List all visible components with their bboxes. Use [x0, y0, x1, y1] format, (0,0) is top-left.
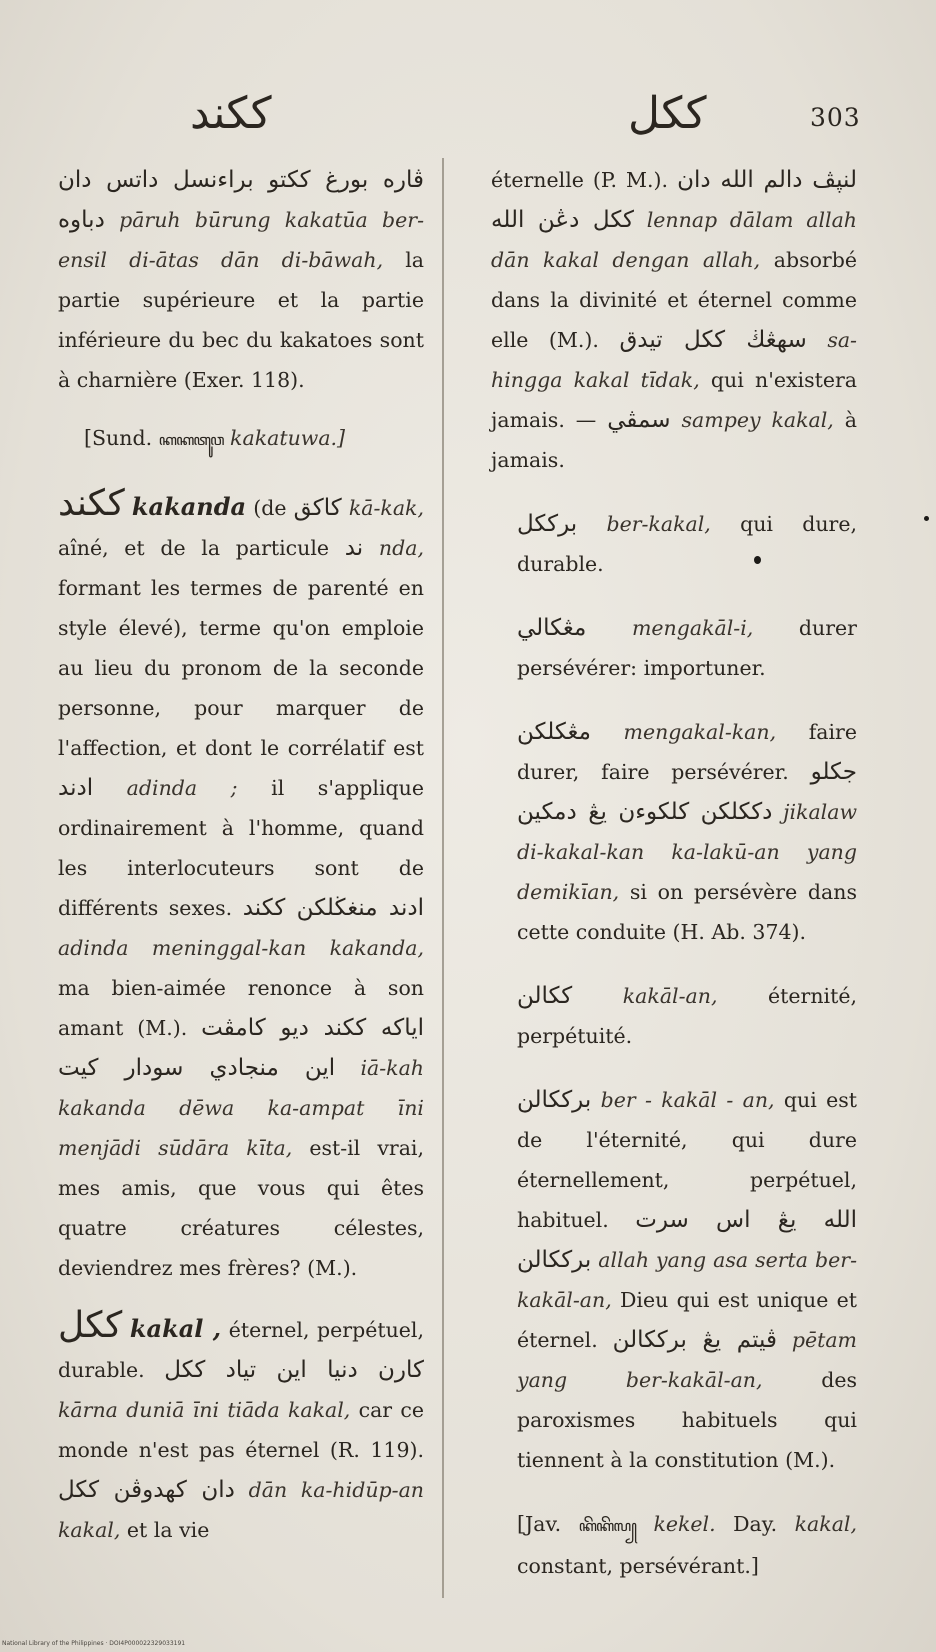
note-prefix: Day.: [733, 1512, 778, 1536]
definition: à jamais.: [491, 408, 857, 472]
example-translation: est-il vrai, mes amis, que vous qui êtes quatre créatures célestes, deviendrez mes frères? (M.).: [58, 1136, 424, 1280]
javanese-note: [491, 1504, 857, 1586]
entry-body: (de: [253, 496, 287, 520]
header-left-headword: ككند: [190, 88, 272, 139]
example-arabic: جكلو دككلكن كلكوءن يڠ دمكين: [517, 759, 857, 825]
definition: qui dure, durable.: [517, 512, 857, 576]
transliteration: nda,: [378, 536, 424, 560]
definition: durer persévérer: importuner.: [517, 616, 857, 680]
note-word: kakatuwa.]: [230, 426, 346, 450]
subentry-berkakal: [491, 504, 857, 584]
note-word: kekel.: [653, 1512, 716, 1536]
page-number: 303: [810, 103, 861, 132]
transliteration: mengakal-kan,: [623, 720, 777, 744]
continuation-entry: [58, 160, 424, 400]
transliteration: mengakāl-i,: [631, 616, 754, 640]
transliteration: ber-kakal,: [606, 512, 711, 536]
arabic-text: ككالن: [517, 983, 573, 1009]
entry-arabic-head: ككل: [58, 1305, 123, 1346]
example-arabic: ڤيتم يڠ برككالن: [612, 1327, 777, 1353]
arabic-text: برككالن: [517, 1087, 592, 1113]
transliteration: sampey kakal,: [681, 408, 834, 432]
transliteration: kakāl-an,: [622, 984, 718, 1008]
example-arabic: ادند منغڬلكن ككند: [242, 895, 424, 921]
example-transliteration: iā-kah kakanda dēwa ka-ampat īni menjādi sūdāra kīta,: [58, 1056, 424, 1160]
example-translation: et la vie: [126, 1518, 210, 1542]
entry-kakanda: [58, 484, 424, 1288]
arabic-text: ادند: [58, 775, 94, 801]
continuation-entry: [491, 160, 857, 480]
entry-kakal: [58, 1306, 424, 1550]
example-transliteration: allah yang asa serta ber-kakāl-an,: [517, 1248, 857, 1312]
note-prefix: [Sund.: [84, 426, 153, 450]
example-transliteration: kārna duniā īni tiāda kakal,: [58, 1398, 351, 1422]
arabic-text: لنڽڤ دالم الله دان ككل دڠن الله: [491, 167, 857, 233]
subentry-kakalan: [491, 976, 857, 1056]
definition: faire durer, faire persévérer.: [517, 720, 857, 784]
script-word: ꦏꦏꦠꦸꦮ: [158, 431, 224, 449]
transliteration: lennap dālam allah dān kakal dengan allah,: [491, 208, 857, 272]
example-transliteration: pētam yang ber-kakāl-an,: [517, 1328, 857, 1392]
note-prefix: [Jav.: [517, 1512, 562, 1536]
arabic-text: مڠكالي: [517, 615, 587, 641]
arabic-text: مڠكلكن: [517, 719, 591, 745]
example-translation: ma bien-aimée renonce à son amant (M.).: [58, 976, 424, 1040]
example-transliteration: dān ka-hidūp-an kakal,: [58, 1478, 424, 1542]
scan-footer: National Library of the Philippines · DOI4P000022329033191: [2, 1640, 186, 1647]
definition: la partie supérieure et la partie inférieure du bec du kakatoes sont à charnière (Exer. 118).: [58, 248, 424, 392]
column-divider: [442, 158, 444, 1598]
subentry-berkakalan: [491, 1080, 857, 1480]
definition: qui est de l'éternité, qui dure éternellement, perpétuel, habituel.: [517, 1088, 857, 1232]
definition: constant, persévérant.]: [517, 1554, 759, 1578]
example-translation: si on persévère dans cette conduite (H. Ab. 374).: [517, 880, 857, 944]
ink-spot: [924, 516, 929, 521]
definition: éternelle (P. M.).: [491, 168, 669, 192]
entry-body: aîné, et de la particule: [58, 536, 330, 560]
left-column: [58, 160, 424, 1568]
arabic-text: ند: [344, 535, 364, 561]
example-arabic: اياكه ككند ديو كامڤت اين منجادي سودار كيت: [58, 1015, 424, 1081]
entry-headword: kakal ,: [129, 1314, 222, 1343]
entry-arabic-head: ككند: [58, 483, 125, 524]
arabic-text: ڤاره بورغ ككتو براءنسل داتس دان دباوه: [58, 167, 424, 233]
transliteration: kā-kak,: [348, 496, 424, 520]
example-translation: Dieu qui est unique et éternel.: [517, 1288, 857, 1352]
header-right-headword: ككل: [628, 88, 707, 139]
example-transliteration: adinda meninggal-kan kakanda,: [58, 936, 424, 960]
note-word: kakal,: [794, 1512, 857, 1536]
example-arabic: دان كهدوڤن ككل: [58, 1477, 235, 1503]
arabic-text: برككل: [517, 511, 578, 537]
entry-body: il s'applique ordinairement à l'homme, quand les interlocuteurs sont de différents sexes.: [58, 776, 424, 920]
example-translation: car ce monde n'est pas éternel (R. 119).: [58, 1398, 424, 1462]
example-arabic: كارن دنيا اين تياد ككل: [164, 1357, 424, 1383]
example-translation: des paroxismes habituels qui tiennent à la constitution (M.).: [517, 1368, 857, 1472]
definition: éternité, perpétuité.: [517, 984, 857, 1048]
transliteration: ber - kakāl - an,: [600, 1088, 775, 1112]
entry-body: éternel, perpétuel, durable.: [58, 1318, 424, 1382]
script-word: ꦏꦼꦏꦼꦭ꧀: [578, 1517, 636, 1535]
ink-spot: [754, 556, 761, 564]
definition: qui n'existera jamais. —: [491, 368, 857, 432]
arabic-text: كاكق: [293, 495, 342, 521]
entry-body: formant les termes de parenté en style élevé), terme qu'on emploie au lieu du pronom de la seconde personne, pour marquer de l'affection, et dont le corrélatif est: [58, 576, 424, 760]
transliteration: adinda ;: [126, 776, 238, 800]
transliteration: pāruh būrung kakatūa ber-ensil di-ātas dān di-bāwah,: [58, 208, 424, 272]
arabic-text: سمڤي: [607, 407, 671, 433]
definition: absorbé dans la divinité et éternel comme elle (M.).: [491, 248, 857, 352]
subentry-mengakalkan: [491, 712, 857, 952]
right-column: [491, 160, 857, 1604]
example-transliteration: jikalaw di-kakal-kan ka-lakū-an yang demikīan,: [517, 800, 857, 904]
subentry-mengakali: [491, 608, 857, 688]
arabic-text: سهڠڬ ككل تيدق: [619, 327, 807, 353]
sundanese-note: [58, 418, 424, 460]
example-arabic: الله يڠ اس سرت برككالن: [517, 1207, 857, 1273]
entry-headword: kakanda: [131, 492, 247, 521]
transliteration: sa-hingga kakal tīdak,: [491, 328, 857, 392]
